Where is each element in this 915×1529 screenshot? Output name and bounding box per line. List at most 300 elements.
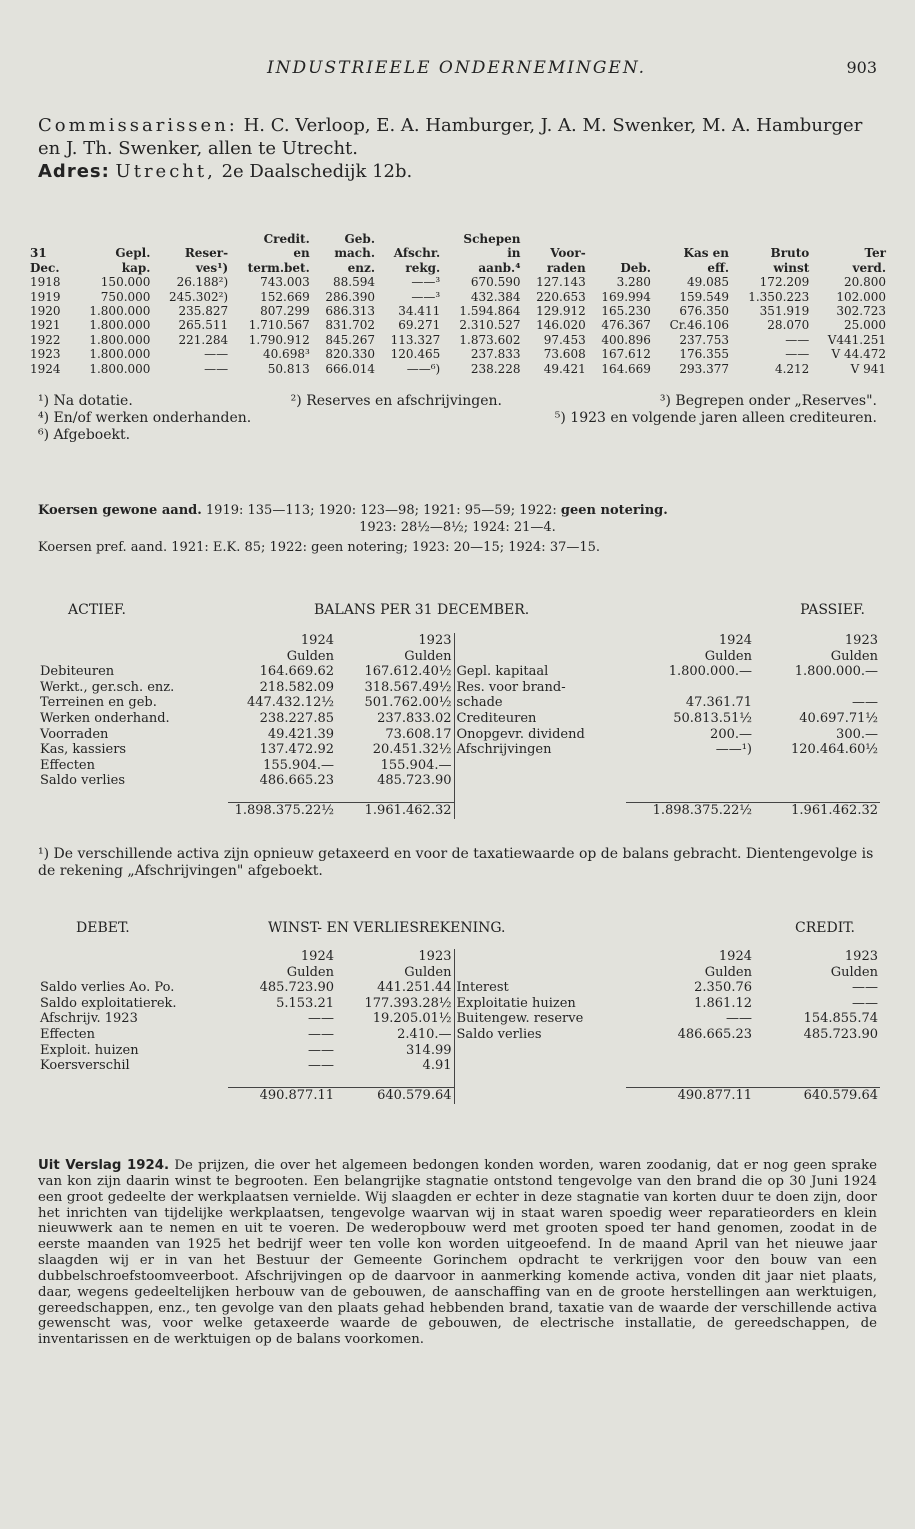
stats-cell: 172.209 [759,275,810,290]
total-b: 1.961.462.32 [754,803,880,819]
spacer-row [38,789,880,803]
spacer-row [38,1074,880,1088]
footnote-marker: ¹) [38,393,50,409]
value-b: 73.608.17 [385,726,452,742]
unit-label: Gulden [404,964,452,980]
stats-cell: 686.313 [325,304,375,319]
value-a [626,680,754,696]
value-b: 155.904.— [380,757,452,773]
value-b: 485.723.90 [803,1026,878,1042]
stats-header-cell [651,232,729,246]
winst-debet-label: DEBET. [76,920,130,936]
line-label: Werkt., ger.sch. enz. [40,679,175,695]
balans-row [38,773,880,789]
line-label: Afschrijvingen [454,742,626,758]
line-label [454,1043,626,1059]
statistics-table [30,232,886,376]
stats-cell: 120.465 [390,347,441,362]
stats-cell: ——⁶) [406,361,441,376]
stats-header-cell [586,246,651,260]
koersen-gewone-bold: geen notering. [560,503,668,518]
stats-cell: 845.267 [325,332,375,347]
stats-header-cell: Voor- [550,246,586,261]
stats-cell: 50.813 [267,361,310,376]
stats-header-cell: Kas en [683,246,730,261]
stats-cell: 265.511 [178,318,229,333]
balans-row [38,727,880,743]
total-a: 1.898.375.22½ [626,803,754,819]
value-b: —— [852,695,878,711]
statistics-footnotes [38,393,877,444]
stats-header-cell: Deb. [620,260,651,275]
year-b: 1923 [418,633,452,648]
value-a: 485.723.90 [259,980,334,996]
value-a: 137.472.92 [259,742,334,758]
stats-cell: 113.327 [390,332,441,347]
koersen-gewone-line2: 1923: 28½—8½; 1924: 21—4. [359,520,556,535]
stats-cell: V 941 [850,361,886,376]
stats-header-cell [586,232,651,246]
total-a: 1.898.375.22½ [228,803,336,819]
stats-cell: 28.070 [767,318,810,333]
value-a: —— [308,1011,334,1027]
value-b: 441.251.44 [377,980,452,996]
koersen-pref [38,539,877,556]
stats-cell: —— [785,332,810,347]
value-b: 19.205.01½ [372,1011,452,1027]
value-a: ——¹) [715,742,752,758]
running-title: INDUSTRIEELE ONDERNEMINGEN. [266,58,647,78]
year-a: 1924 [718,633,752,648]
page-number: 903 [846,58,877,77]
stats-header-cell [150,232,228,246]
stats-cell: 2.310.527 [459,318,521,333]
stats-cell: 49.085 [687,275,730,290]
verslag-paragraph [38,1158,877,1348]
stats-header-cell [375,232,440,246]
adres-label: Adres: [38,161,110,182]
stats-cell: 476.367 [601,318,651,333]
spacer-cell [336,1074,454,1088]
stats-cell: 293.377 [679,361,730,376]
footnote-4: En/of werken onderhanden. [53,410,252,426]
stats-cell: 666.014 [325,361,375,376]
stats-cell: 40.698³ [262,347,310,362]
footnote-1: Na dotatie. [53,393,133,409]
stats-cell: 4.212 [774,361,810,376]
value-a: 486.665.23 [677,1026,752,1042]
stats-cell: 73.608 [543,347,586,362]
line-label: Res. voor brand- [454,680,626,696]
adres-street: 2e Daalschedijk 12b. [221,161,413,182]
value-a: —— [308,1058,334,1074]
unit-label: Gulden [286,964,334,980]
value-b: 177.393.28½ [364,995,452,1011]
year-b: 1923 [844,633,878,648]
value-b [754,758,880,774]
total-b: 1.961.462.32 [336,803,454,819]
stats-cell: 1918 [30,275,61,290]
year-a: 1924 [300,633,334,648]
unit-label: Gulden [830,964,878,980]
stats-cell: 286.390 [325,289,375,304]
spacer-cell [754,789,880,803]
footnote-5: 1923 en volgende jaren alleen crediteuren. [570,410,877,426]
line-label: Saldo exploitatierek. [40,995,177,1011]
footnote-3: Begrepen onder „Reserves". [675,393,877,409]
line-label: Kas, kassiers [40,742,127,758]
stats-cell: 97.453 [543,332,586,347]
spacer-cell [626,789,754,803]
stats-header-cell: Dec. [30,260,60,275]
total-b: 640.579.64 [754,1088,880,1104]
value-b: 167.612.40½ [364,664,452,680]
stats-cell: —— [204,347,229,362]
stats-header-cell [809,232,886,246]
stats-row [30,333,886,347]
stats-cell: 146.020 [536,318,586,333]
stats-cell: —— [785,347,810,362]
footnote-marker: ⁶) [38,427,50,443]
stats-cell: 1.800.000 [89,332,151,347]
winst-row [38,1058,880,1074]
stats-row [30,347,886,361]
balans-year-row [38,633,880,649]
company-intro [38,114,877,183]
stats-cell: 807.299 [260,304,310,319]
spacer-cell [626,1074,754,1088]
year-a: 1924 [718,949,752,964]
spacer-cell [454,965,626,981]
value-a: 49.421.39 [267,726,334,742]
stats-cell: 237.833 [470,347,521,362]
winst-year-row [38,949,880,965]
value-b [754,680,880,696]
commissarissen-label: Commissarissen: [38,115,238,136]
value-a: 1.800.000.— [668,664,752,680]
spacer-cell [454,1088,626,1104]
value-a [626,758,754,774]
winst-row [38,996,880,1012]
stats-header-cell: 31 [30,246,47,261]
balans-actief-label: ACTIEF. [68,602,126,618]
winst-total-row [38,1088,880,1104]
stats-header-cell [30,232,70,246]
stats-cell: 3.280 [616,275,651,290]
line-label: Debiteuren [40,664,115,680]
stats-cell: 1923 [30,347,61,362]
stats-cell: 820.330 [325,347,375,362]
value-a: 200.— [710,726,752,742]
stats-header-cell: term.bet. [247,260,310,275]
value-a [626,1058,754,1074]
footnote-marker: ⁵) [554,410,566,426]
stats-cell: —— [204,361,229,376]
spacer-cell [38,649,228,665]
stats-cell: 129.912 [536,304,586,319]
stats-cell: 1920 [30,304,61,319]
stats-header-row [30,261,886,275]
stats-header-cell: Gepl. [115,246,151,261]
value-a [626,773,754,789]
value-a: 164.669.62 [259,664,334,680]
stats-header-cell: Credit. [263,232,310,246]
stats-cell: 750.000 [100,289,151,304]
value-b: —— [852,980,878,996]
stats-cell: 1919 [30,289,61,304]
koersen-gewone-label: Koersen gewone aand. [38,503,202,518]
stats-header-cell: enz. [347,260,375,275]
value-a: —— [308,1042,334,1058]
stats-header-cell: mach. [334,246,375,261]
winst-verlies-table [38,949,880,1104]
year-b: 1923 [844,949,878,964]
stats-header-cell: winst [773,260,810,275]
value-b: 154.855.74 [803,1011,878,1027]
stats-cell: 159.549 [679,289,730,304]
line-label: Saldo verlies [40,773,126,789]
stats-cell: 302.723 [836,304,886,319]
line-label: Onopgevr. dividend [454,727,626,743]
line-label: Gepl. kapitaal [454,664,626,680]
line-label: Saldo verlies [454,1027,626,1043]
stats-cell: 164.669 [601,361,651,376]
footnote-marker: ³) [659,393,671,409]
koersen-pref-label: Koersen pref. aand. [38,540,168,555]
stats-cell: 127.143 [536,275,586,290]
stats-header-cell [521,232,586,246]
winst-unit-row [38,965,880,981]
stats-cell: 169.994 [601,289,651,304]
balans-unit-row [38,649,880,665]
footnote-6: Afgeboekt. [53,427,131,443]
commissarissen-text: H. C. Verloop, E. A. Hamburger, J. A. M. Swenker, M. A. Hamburger en J. Th. Swenker, allen te Utrecht. [38,115,863,159]
spacer-cell [38,965,228,981]
stats-header-cell [70,232,150,246]
stats-cell: 237.753 [679,332,730,347]
stats-header-cell: Reser- [184,246,229,261]
unit-label: Gulden [704,648,752,664]
unit-label: Gulden [404,648,452,664]
line-label [454,758,626,774]
stats-cell: 34.411 [398,304,441,319]
stats-cell: 69.271 [398,318,441,333]
winst-row [38,1011,880,1027]
stats-header-cell: ves¹) [195,260,229,275]
stats-cell: 1.800.000 [89,304,151,319]
stats-cell: 221.284 [178,332,229,347]
balans-row [38,758,880,774]
value-b: 2.410.— [397,1026,452,1042]
stats-header-cell: Afschr. [393,246,441,261]
balans-title: BALANS PER 31 DECEMBER. [314,602,530,618]
verslag-lead: Uit Verslag 1924. [38,1158,170,1173]
balans-table [38,633,880,819]
stats-cell: 1.350.223 [748,289,810,304]
stats-cell: 150.000 [100,275,151,290]
stats-cell: 1921 [30,318,61,333]
spacer-cell [454,789,626,803]
stats-cell: 1.800.000 [89,318,151,333]
stats-cell: 400.896 [601,332,651,347]
value-b: 237.833.02 [377,710,452,726]
line-label [454,1058,626,1074]
value-a: —— [308,1026,334,1042]
line-label: Afschrijv. 1923 [40,1011,138,1027]
value-b: 314.99 [406,1042,452,1058]
stats-header-cell: verd. [852,260,886,275]
value-a: 47.361.71 [685,695,752,711]
balans-row [38,664,880,680]
spacer-cell [454,803,626,819]
value-a: 2.350.76 [694,980,752,996]
value-b: 300.— [836,726,878,742]
balans-row [38,680,880,696]
verslag-text: De prijzen, die over het algemeen bedongen konden worden, waren zoodanig, dat er nog geen sprake van kon zijn daarin winst te begrooten. Een belangrijke stagnatie ontstond tengevolge van den brand die op 30 Juni 1924 een groot gedeelte der werkplaatsen vernielde. Wij slaagden er echter in deze stagnatie van korten duur te doen zijn, door het inrichten van tijdelijke werkplaatsen, tengevolge waarvan wij in staat waren spoedig weer reparatieorders en klein nieuwwerk aan te nemen en uit te voeren. De wederopbouw werd met grooten spoed ter hand genomen, zoodat in de eerste maanden van 1925 het bedrijf weer ten volle kon worden uitgeoefend. In de maand April van het nieuwe jaar slaagden wij er in van het Bestuur der Gemeente Gorinchem opdracht te verkrijgen voor den bouw van een dubbelschroefstoomveerboot. Afschrijvingen op de daarvoor in aanmerking komende activa, vonden dit jaar niet plaats, daar, wegens gedeeltelijken herbouw van de gebouwen, de aanschaffing van en de groote herstellingen aan werktuigen, gereedschappen, enz., ten gevolge van den plaats gehad hebbenden brand, taxatie van de waarde der verschillende activa gewenscht was, voor welke getaxeerde waarde de gebouwen, de electrische installatie, de gereedschappen, de inventarissen en de werktuigen op de balans voorkomen. [38,1158,877,1348]
stats-cell: 676.350 [679,304,730,319]
value-b: 1.800.000.— [794,664,878,680]
value-b: 4.91 [422,1058,452,1074]
spacer-cell [754,1074,880,1088]
koersen-gewone-text: 1919: 135—113; 1920: 123—98; 1921: 95—59; 1922: [205,503,557,518]
line-label: Crediteuren [454,711,626,727]
balans-total-row [38,803,880,819]
spacer-cell [454,649,626,665]
spacer-cell [38,1074,228,1088]
stats-cell: 351.919 [759,304,810,319]
value-b: 485.723.90 [377,773,452,789]
spacer-cell [38,633,228,649]
footnote-marker: ⁴) [38,410,50,426]
total-a: 490.877.11 [228,1088,336,1104]
stats-cell: 165.230 [601,304,651,319]
line-label [454,773,626,789]
winst-row [38,980,880,996]
stats-cell: ——³ [411,289,441,304]
value-b: 501.762.00½ [364,695,452,711]
value-b: 40.697.71½ [799,710,878,726]
stats-cell: V441.251 [827,332,886,347]
winst-credit-label: CREDIT. [795,920,855,936]
value-a: 1.861.12 [694,995,752,1011]
stats-cell: 1.800.000 [89,361,151,376]
stats-header-cell: Schepen [463,232,521,246]
stats-cell: V 44.472 [831,347,886,362]
stats-row [30,304,886,318]
value-a [626,1043,754,1059]
value-b: —— [852,995,878,1011]
spacer-cell [38,1088,228,1104]
line-label: Werken onderhand. [40,710,170,726]
footnote-marker: ²) [290,393,302,409]
line-label: Buitengew. reserve [454,1011,626,1027]
stats-cell: 1.594.864 [459,304,521,319]
value-a: 238.227.85 [259,710,334,726]
value-b: 20.451.32½ [372,742,452,758]
stats-header-row [30,232,886,246]
stats-cell: 1922 [30,332,61,347]
spacer-cell [228,1074,336,1088]
stats-cell: 235.827 [178,304,229,319]
total-a: 490.877.11 [626,1088,754,1104]
value-b [754,1058,880,1074]
stats-cell: 49.421 [543,361,586,376]
winst-row [38,1043,880,1059]
stats-cell: 1.800.000 [89,347,151,362]
balans-passief-label: PASSIEF. [800,602,865,618]
value-a: 50.813.51½ [673,710,752,726]
unit-label: Gulden [286,648,334,664]
unit-label: Gulden [830,648,878,664]
line-label: Voorraden [40,726,109,742]
value-a: 447.432.12½ [246,695,334,711]
stats-header-cell: rekg. [405,260,441,275]
value-a: 155.904.— [263,757,334,773]
line-label: Effecten [40,1026,95,1042]
spacer-cell [336,789,454,803]
stats-cell: 220.653 [536,289,586,304]
stats-header-cell: in [507,246,521,261]
stats-header-cell: raden [546,260,586,275]
unit-label: Gulden [704,964,752,980]
stats-header-cell: Geb. [344,232,375,246]
line-label: schade [454,695,626,711]
value-b [754,773,880,789]
stats-cell: 238.228 [470,361,521,376]
stats-cell: 176.355 [679,347,730,362]
footnote-2: Reserves en afschrijvingen. [306,393,502,409]
spacer-cell [38,803,228,819]
stats-cell: 1.710.567 [248,318,310,333]
winst-row [38,1027,880,1043]
stats-header-row [30,246,886,260]
stats-row [30,362,886,376]
page-header [36,58,877,82]
stats-row [30,275,886,289]
stats-cell: 25.000 [844,318,886,333]
stats-cell: 152.669 [260,289,310,304]
stats-header-cell: aanb.⁴ [478,260,521,275]
stats-cell: 831.702 [325,318,375,333]
spacer-cell [454,633,626,649]
value-a: 486.665.23 [259,773,334,789]
value-a: —— [726,1011,752,1027]
stats-cell: 245.302²) [169,289,229,304]
stats-cell: 167.612 [601,347,651,362]
footnote-marker: ¹) [38,846,50,862]
stats-header-cell: kap. [121,260,151,275]
stats-cell: 432.384 [470,289,521,304]
stats-cell: 88.594 [333,275,375,290]
line-label: Saldo verlies Ao. Po. [40,980,175,996]
value-b: 318.567.49½ [364,679,452,695]
koersen-section [38,502,877,556]
stats-header-cell: eff. [707,260,730,275]
value-a: 218.582.09 [259,679,334,695]
stats-header-cell: Bruto [770,246,810,261]
balans-footnote [38,846,877,880]
line-label: Interest [454,980,626,996]
stats-cell: 1.873.602 [459,332,521,347]
balans-footnote-text: De verschillende activa zijn opnieuw getaxeerd en voor de taxatiewaarde op de balans gebracht. Dientengevolge is de rekening „Afschrijvingen" afgeboekt. [38,846,874,879]
value-a: 5.153.21 [276,995,334,1011]
stats-cell: 26.188²) [176,275,229,290]
balans-row [38,742,880,758]
spacer-cell [38,789,228,803]
line-label: Exploitatie huizen [454,996,626,1012]
line-label: Koersverschil [40,1058,130,1074]
value-b [754,1043,880,1059]
